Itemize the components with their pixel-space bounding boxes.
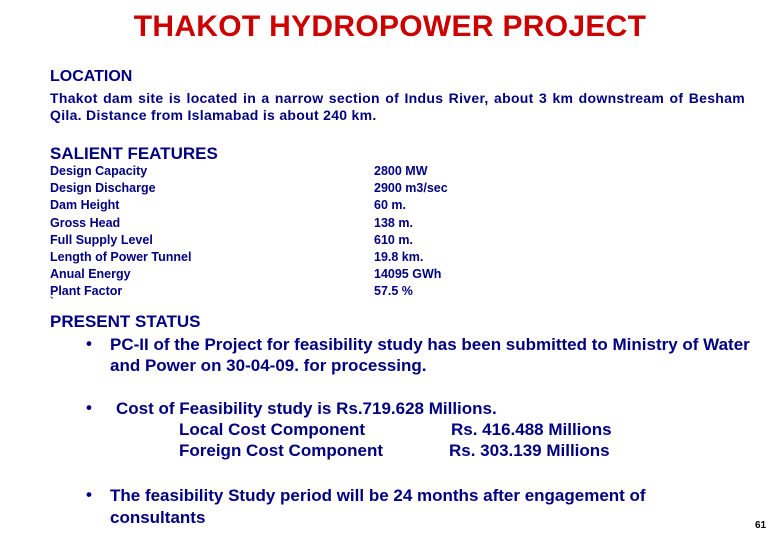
- feature-name: Plant Factor: [50, 284, 123, 299]
- feature-value: 14095 GWh: [374, 267, 442, 282]
- bullet-icon: •: [86, 485, 92, 504]
- feature-name: Dam Height: [50, 198, 120, 213]
- feature-name: Design Capacity: [50, 164, 148, 178]
- salient-features-heading: SALIENT FEATURES: [50, 144, 218, 163]
- location-heading: LOCATION: [50, 68, 133, 85]
- location-text: Thakot dam site is located in a narrow section of Indus River, about 3 km downstream of Besham Qila. Distance from Islamabad is about 240 km.: [50, 90, 745, 123]
- feature-name: Anual Energy: [50, 267, 131, 282]
- page-title: THAKOT HYDROPOWER PROJECT: [133, 10, 647, 43]
- feature-values-list: [374, 163, 448, 301]
- feature-value: 60 m.: [374, 198, 406, 213]
- feature-value: 610 m.: [374, 232, 413, 247]
- page-number: 61: [755, 520, 767, 531]
- feature-value: 2900 m3/sec: [374, 181, 448, 196]
- status-item-period: The feasibility Study period will be 24 months after engagement of consultants: [110, 486, 646, 527]
- bullet-icon: •: [86, 334, 92, 353]
- feature-value: 19.8 km.: [374, 250, 424, 265]
- feature-name: Full Supply Level: [50, 232, 153, 247]
- feature-name: Length of Power Tunnel: [50, 250, 192, 265]
- status-item-pc2: PC-II of the Project for feasibility study has been submitted to Ministry of Water and Power on 30-04-09. for processing.: [110, 335, 750, 375]
- foreign-cost-value: Rs. 303.139 Millions: [449, 441, 610, 460]
- feature-value: 2800 MW: [374, 164, 428, 178]
- feature-value: 57.5 %: [374, 284, 413, 299]
- feature-name: Design Discharge: [50, 181, 156, 196]
- local-cost-value: Rs. 416.488 Millions: [451, 420, 612, 439]
- feature-value: 138 m.: [374, 215, 413, 230]
- feature-name: Gross Head: [50, 215, 121, 230]
- foreign-cost-label: Foreign Cost Component: [179, 441, 383, 460]
- local-cost-label: Local Cost Component: [179, 420, 366, 439]
- present-status-heading: PRESENT STATUS: [50, 312, 201, 331]
- bullet-icon: •: [86, 398, 92, 417]
- stray-mark: `: [50, 296, 54, 308]
- status-item-cost: Cost of Feasibility study is Rs.719.628 Millions.: [116, 399, 497, 418]
- feature-names-list: [50, 163, 191, 301]
